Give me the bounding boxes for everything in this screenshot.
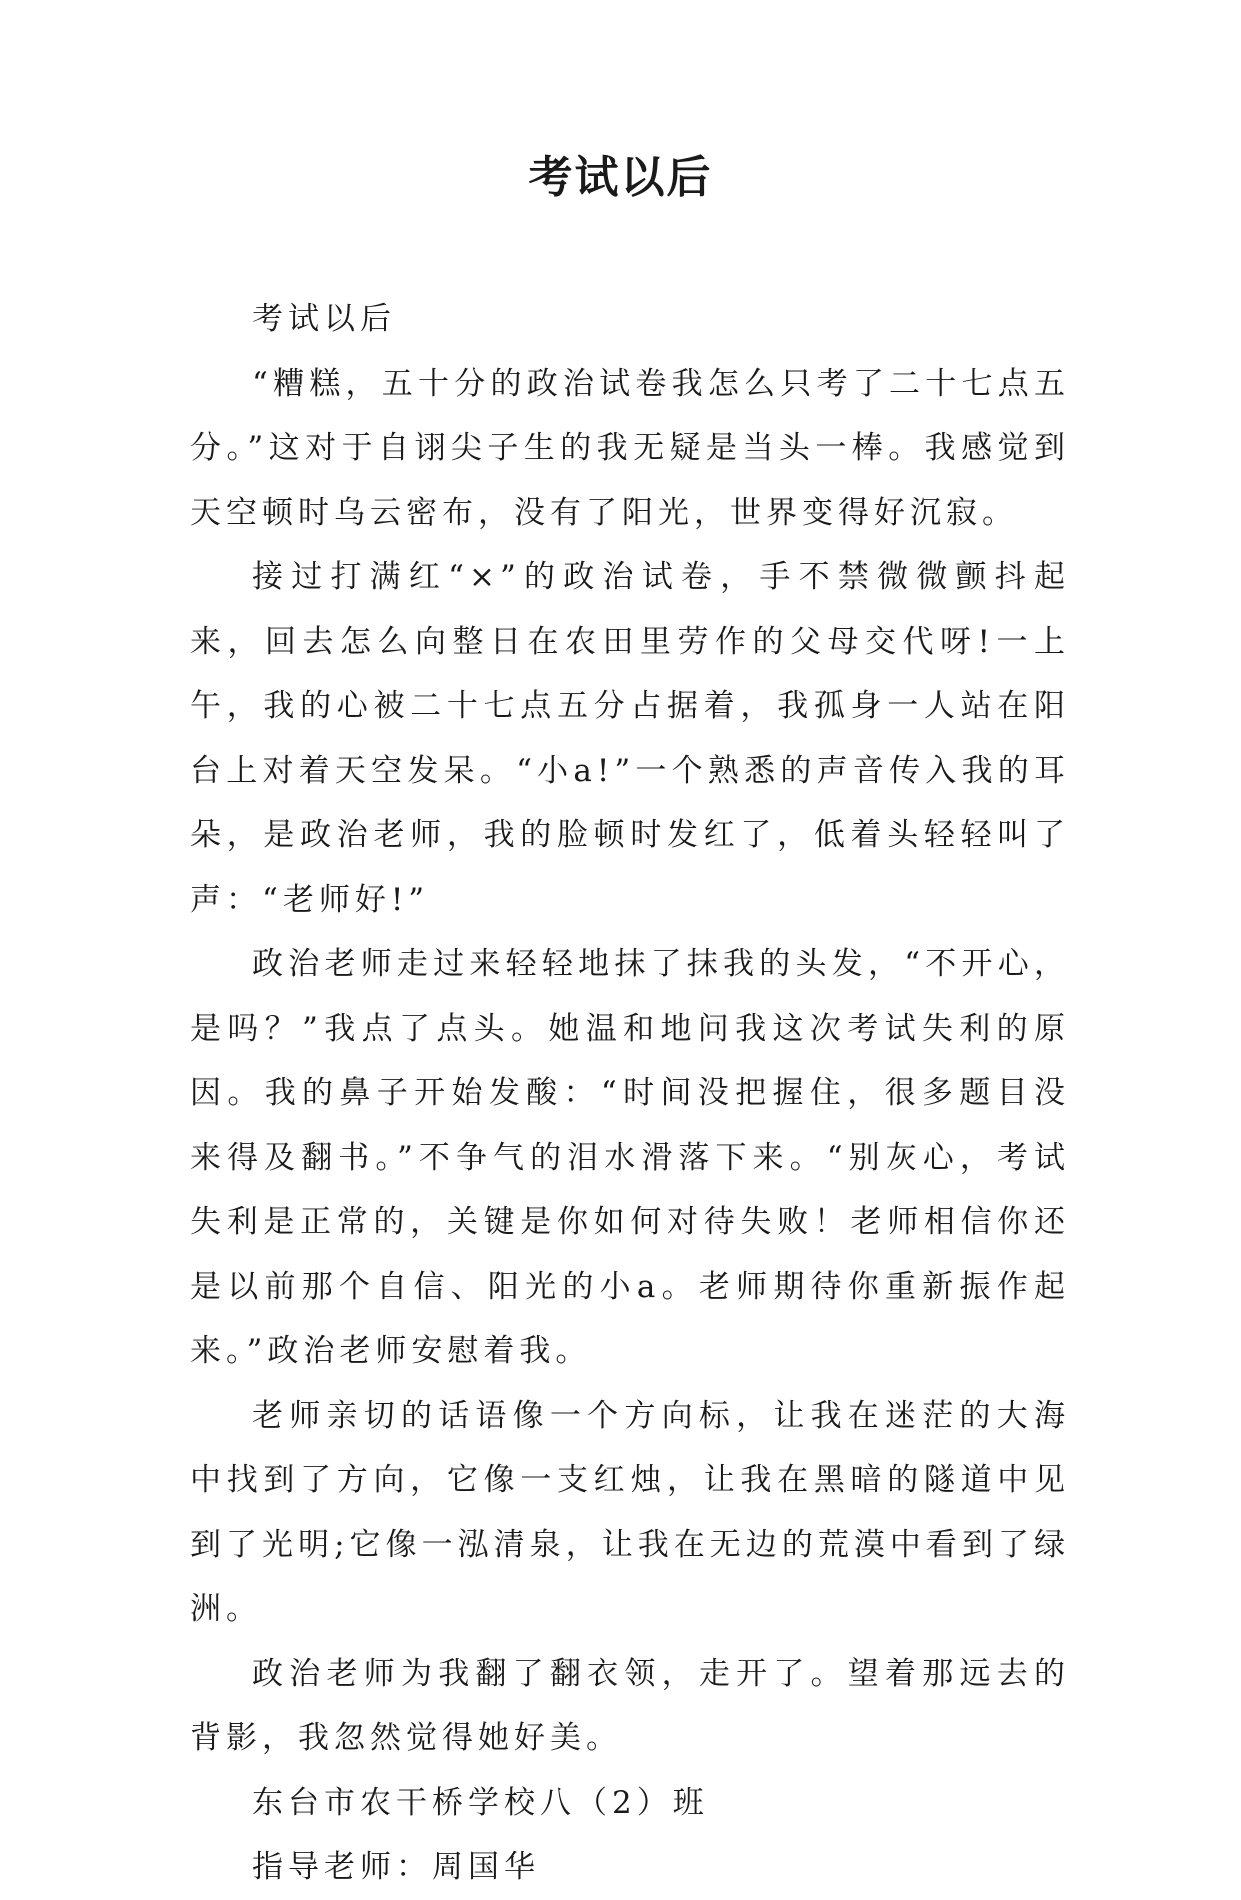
- paragraph-heading: 考试以后: [252, 301, 396, 337]
- instructor-line: 指导老师：周国华: [252, 1849, 540, 1885]
- school-class-line: 东台市农干桥学校八（2）班: [252, 1784, 709, 1821]
- paragraph: 政治老师走过来轻轻地抹了抹我的头发，“不开心，是吗？”我点了点头。她温和地问我这次考试失利的原因。我的鼻子开始发酸：“时间没把握住，很多题目没来得及翻书。”不争气的泪水滑落下来。“别灰心，考试失利是正常的，关键是你如何对待失败！老师相信你还是以前那个自信、阳光的小a。老师期待你重新振作起来。”政治老师安慰着我。: [190, 946, 1070, 1369]
- paragraph: “糟糕，五十分的政治试卷我怎么只考了二十七点五分。”这对于自诩尖子生的我无疑是当头一棒。我感觉到天空顿时乌云密布，没有了阳光，世界变得好沉寂。: [190, 365, 1070, 531]
- document-title: 考试以后: [528, 152, 713, 203]
- paragraph: 老师亲切的话语像一个方向标，让我在迷茫的大海中找到了方向，它像一支红烛，让我在黑暗的隧道中见到了光明;它像一泓清泉，让我在无边的荒漠中看到了绿洲。: [190, 1397, 1070, 1627]
- paragraph: 接过打满红“×”的政治试卷，手不禁微微颤抖起来，回去怎么向整日在农田里劳作的父母交代呀!一上午，我的心被二十七点五分占据着，我孤身一人站在阳台上对着天空发呆。“小a!”一个熟悉的声音传入我的耳朵，是政治老师，我的脸顿时发红了，低着头轻轻叫了声：“老师好!”: [190, 559, 1070, 918]
- paragraph: 政治老师为我翻了翻衣领，走开了。望着那远去的背影，我忽然觉得她好美。: [190, 1655, 1070, 1756]
- document-body: [190, 287, 1070, 1900]
